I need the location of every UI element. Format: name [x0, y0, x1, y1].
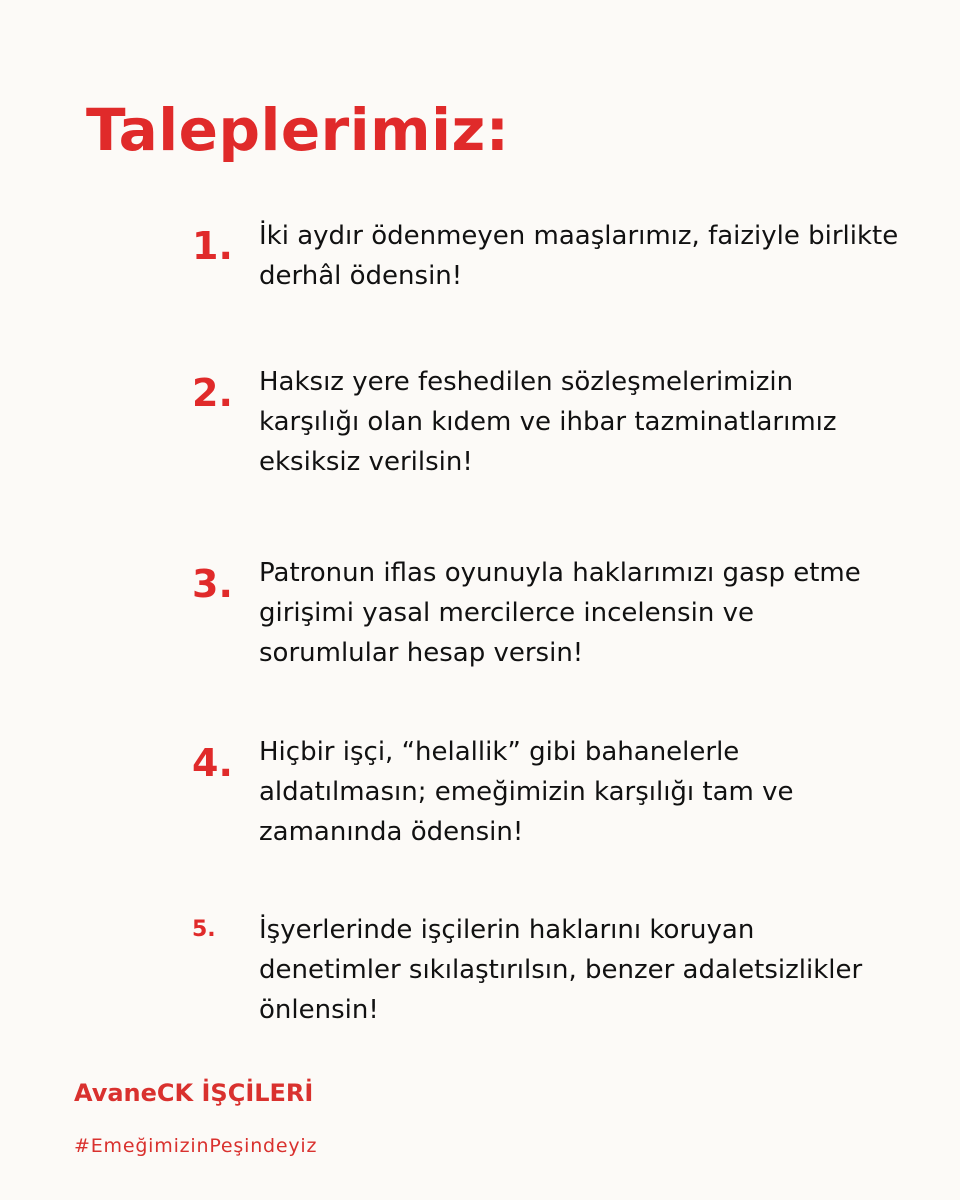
hashtag: #EmeğimizinPeşindeyiz: [74, 1135, 318, 1157]
demand-number: 5.: [192, 917, 216, 942]
demand-text: Patronun iflas oyunuyla haklarımızı gasp etme girişimi yasal mercilerce incelensin ve sorumlular hesap versin!: [259, 558, 861, 668]
demand-text: İki aydır ödenmeyen maaşlarımız, faiziyle birlikte derhâl ödensin!: [259, 221, 899, 291]
demand-text: İşyerlerinde işçilerin haklarını koruyan denetimler sıkılaştırılsın, benzer adaletsizlikler önlensin!: [259, 915, 863, 1025]
demand-number: 4.: [192, 741, 233, 785]
page-title: Taleplerimiz:: [86, 96, 510, 164]
demand-text: Haksız yere feshedilen sözleşmelerimizin karşılığı olan kıdem ve ihbar tazminatlarımız eksiksiz verilsin!: [259, 367, 837, 477]
demand-number: 2.: [192, 371, 233, 415]
demand-text: Hiçbir işçi, “helallik” gibi bahanelerle aldatılmasın; emeğimizin karşılığı tam ve zamanında ödensin!: [259, 737, 794, 847]
demand-number: 1.: [192, 224, 233, 268]
brand-name: AvaneCK İŞÇİLERİ: [74, 1079, 314, 1107]
demand-number: 3.: [192, 562, 233, 606]
